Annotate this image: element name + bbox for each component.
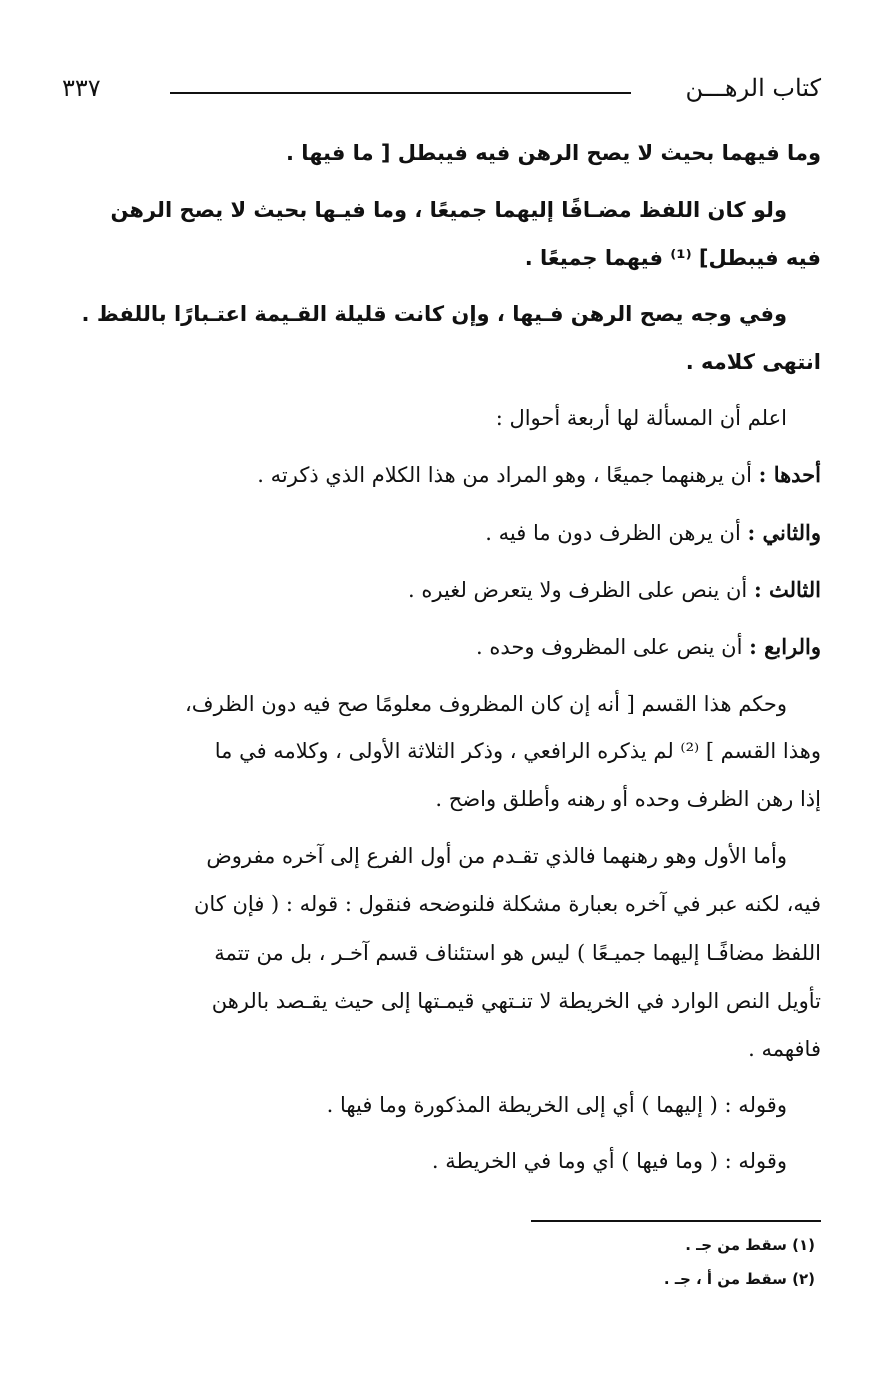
page-number: ٣٣٧ [62,74,101,102]
list-item-1-text: أن يرهنهما جميعًا ، وهو المراد من هذا الكلام الذي ذكرته . [257,463,759,487]
footnote-1: (١) سقط من جـ . [685,1236,815,1254]
text-line-11: وحكم هذا القسم [ أنه إن كان المظروف معلومًا صح فيه دون الظرف، [185,692,787,716]
list-item-4-lead: والرابع : [749,634,821,659]
text-line-3: فيه فيبطل] ⁽¹⁾ فيهما جميعًا . [524,246,821,270]
list-item-3-lead: الثالث : [753,577,821,602]
footnote-rule [531,1220,821,1222]
text-line-13: إذا رهن الظرف وحده أو رهنه وأطلق واضح . [435,787,821,811]
list-item-1-lead: أحدها : [758,462,821,487]
running-header [62,70,821,110]
text-line-6: اعلم أن المسألة لها أربعة أحوال : [495,406,787,430]
text-line-20: وقوله : ( وما فيها ) أي وما في الخريطة . [431,1149,787,1173]
list-item-2 [485,513,821,553]
text-line-2: ولو كان اللفظ مضـافًا إليهما جميعًا ، وما فيـها بحيث لا يصح الرهن [110,198,787,222]
list-item-3-text: أن ينص على الظرف ولا يتعرض لغيره . [408,578,754,602]
list-item-1 [257,455,821,495]
text-line-1: وما فيهما بحيث لا يصح الرهن فيه فيبطل [ ما فيها . [286,141,821,165]
text-line-17: تأويل النص الوارد في الخريطة لا تنـتهي قيمـتها إلى حيث يقـصد بالرهن [211,989,821,1013]
list-item-4-text: أن ينص على المظروف وحده . [475,635,750,659]
text-line-5: انتهى كلامه . [685,350,821,374]
list-item-3 [408,570,821,610]
list-item-2-lead: والثاني : [747,520,821,545]
text-line-14: وأما الأول وهو رهنهما فالذي تقـدم من أول الفرع إلى آخره مفروض [206,844,787,868]
book-title: كتاب الرهـــن [685,74,821,102]
text-line-18: فافهمه . [748,1037,821,1061]
text-line-19: وقوله : ( إليهما ) أي إلى الخريطة المذكورة وما فيها . [326,1093,787,1117]
list-item-2-text: أن يرهن الظرف دون ما فيه . [485,521,748,545]
text-line-15: فيه، لكنه عبر في آخره بعبارة مشكلة فلنوضحه فنقول : قوله : ( فإن كان [194,892,821,916]
text-line-4: وفي وجه يصح الرهن فـيها ، وإن كانت قليلة القـيمة اعتـبارًا باللفظ . [81,302,787,326]
text-line-16: اللفظ مضافًـا إليهما جميـعًا ) ليس هو استئناف قسم آخـر ، بل من تتمة [214,941,821,965]
footnote-2: (٢) سقط من أ ، جـ . [663,1270,815,1288]
text-line-12: وهذا القسم ] ⁽²⁾ لم يذكره الرافعي ، وذكر الثلاثة الأولى ، وكلامه في ما [214,739,821,763]
header-rule [170,92,631,94]
list-item-4 [476,627,821,667]
